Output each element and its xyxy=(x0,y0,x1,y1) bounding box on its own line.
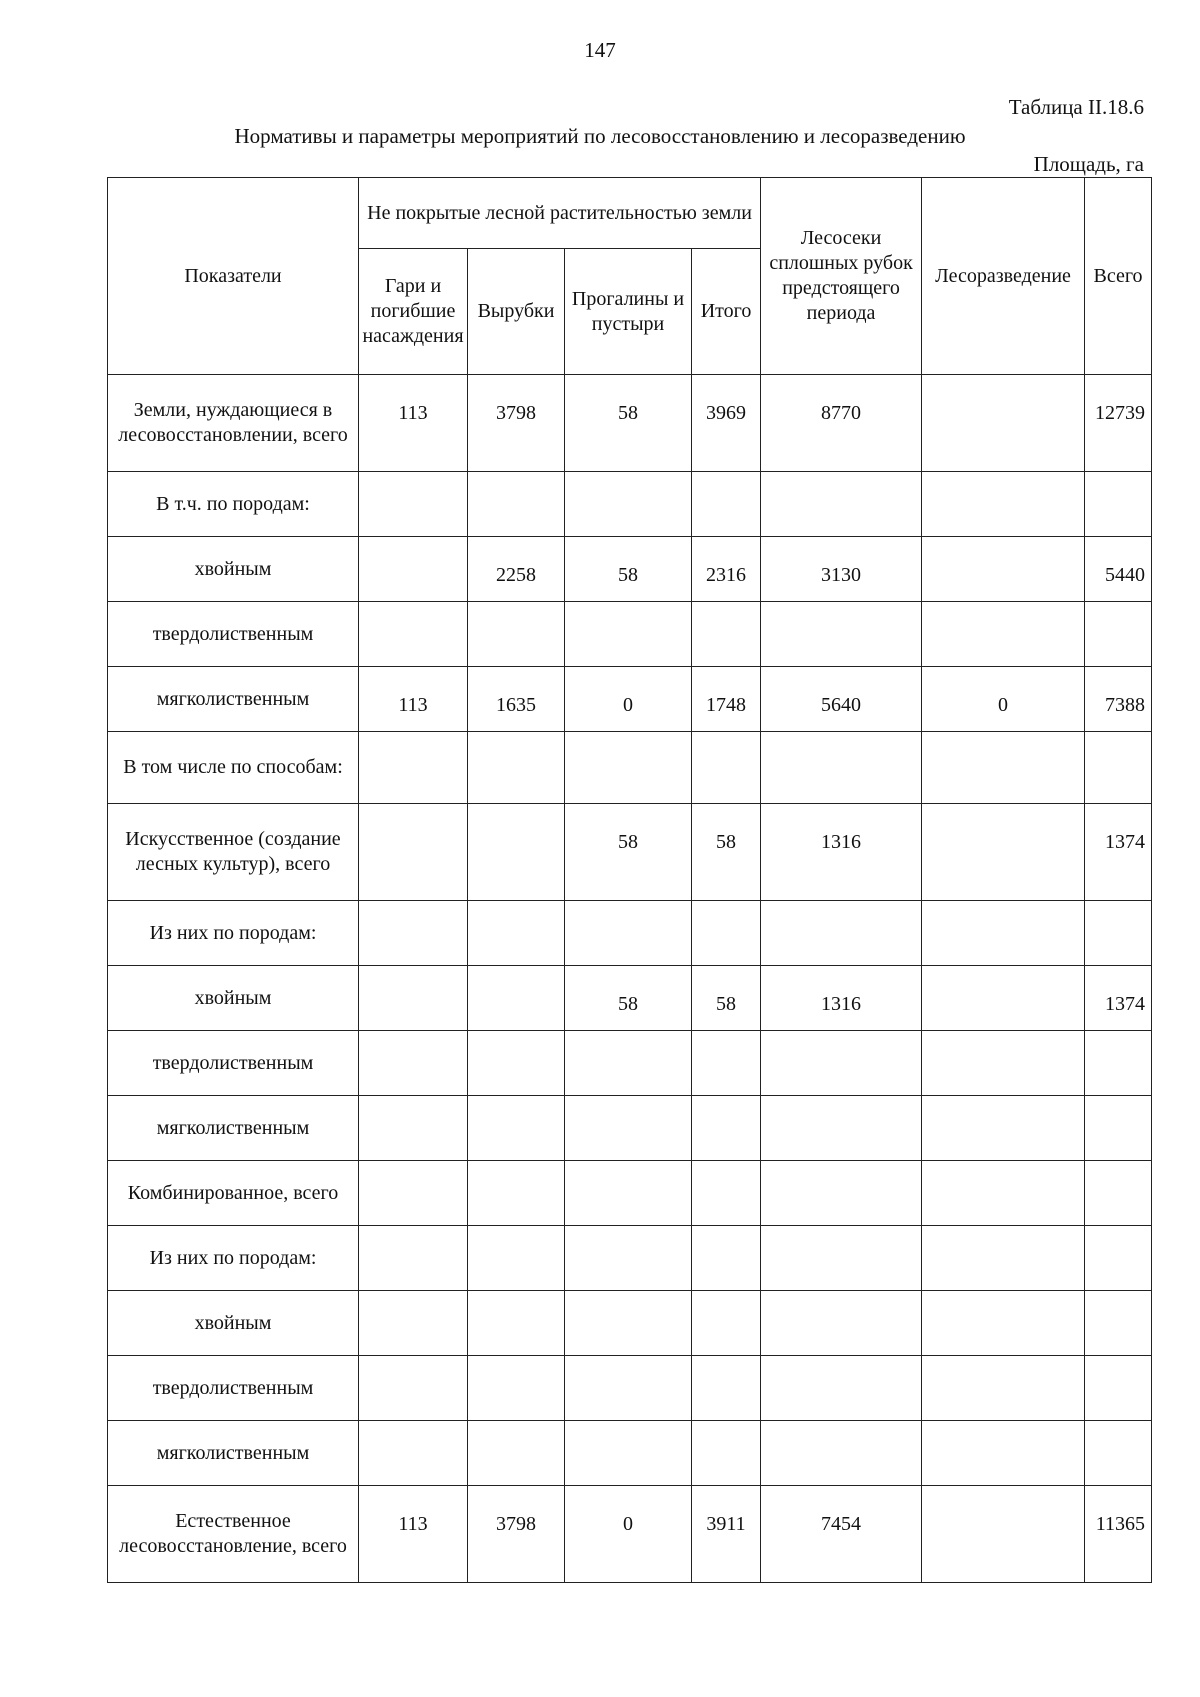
cell-glades: 0 xyxy=(565,667,692,732)
cell-glades xyxy=(565,1096,692,1161)
cell-glades: 58 xyxy=(565,804,692,901)
cell-burnt xyxy=(359,472,468,537)
header-subtotal: Итого xyxy=(692,249,761,375)
cell-felling xyxy=(468,901,565,966)
cell-felling xyxy=(468,1421,565,1486)
cell-clearcut: 1316 xyxy=(761,966,922,1031)
cell-total xyxy=(1085,1226,1152,1291)
cell-clearcut xyxy=(761,1161,922,1226)
table-row xyxy=(108,1291,1152,1356)
header-clearcut: Лесосеки сплошных рубок предстоящего периода xyxy=(761,178,922,375)
cell-clearcut: 7454 xyxy=(761,1486,922,1583)
cell-glades xyxy=(565,602,692,667)
row-label: В т.ч. по породам: xyxy=(108,472,359,537)
cell-afforestation xyxy=(922,1486,1085,1583)
cell-clearcut xyxy=(761,602,922,667)
cell-clearcut xyxy=(761,732,922,804)
cell-burnt: 113 xyxy=(359,667,468,732)
row-label: твердолиственным xyxy=(108,602,359,667)
cell-glades: 58 xyxy=(565,966,692,1031)
cell-afforestation xyxy=(922,1161,1085,1226)
cell-afforestation: 0 xyxy=(922,667,1085,732)
cell-burnt xyxy=(359,966,468,1031)
table-row xyxy=(108,1031,1152,1096)
unit-label: Площадь, га xyxy=(1033,152,1144,176)
cell-glades xyxy=(565,472,692,537)
row-label: хвойным xyxy=(108,1291,359,1356)
cell-burnt xyxy=(359,1356,468,1421)
table-row xyxy=(108,602,1152,667)
cell-subtotal: 2316 xyxy=(692,537,761,602)
table-row xyxy=(108,1421,1152,1486)
cell-felling xyxy=(468,472,565,537)
cell-total xyxy=(1085,1421,1152,1486)
cell-total xyxy=(1085,1096,1152,1161)
cell-subtotal: 1748 xyxy=(692,667,761,732)
cell-burnt: 113 xyxy=(359,1486,468,1583)
table-row xyxy=(108,966,1152,1031)
table-row xyxy=(108,667,1152,732)
cell-burnt xyxy=(359,537,468,602)
cell-subtotal xyxy=(692,1031,761,1096)
cell-glades xyxy=(565,732,692,804)
cell-afforestation xyxy=(922,732,1085,804)
cell-total xyxy=(1085,1161,1152,1226)
cell-felling: 3798 xyxy=(468,375,565,472)
cell-subtotal xyxy=(692,1161,761,1226)
cell-felling xyxy=(468,966,565,1031)
cell-afforestation xyxy=(922,1421,1085,1486)
cell-clearcut xyxy=(761,472,922,537)
cell-total xyxy=(1085,1356,1152,1421)
cell-clearcut xyxy=(761,1096,922,1161)
header-felling: Вырубки xyxy=(468,249,565,375)
row-label: мягколиственным xyxy=(108,1096,359,1161)
cell-total: 12739 xyxy=(1085,375,1152,472)
table-row xyxy=(108,901,1152,966)
row-label: Искусственное (создание лесных культур), всего xyxy=(108,804,359,901)
cell-felling xyxy=(468,804,565,901)
row-label: В том числе по способам: xyxy=(108,732,359,804)
cell-clearcut xyxy=(761,1356,922,1421)
row-label: мягколиственным xyxy=(108,667,359,732)
cell-afforestation xyxy=(922,375,1085,472)
row-label: Комбинированное, всего xyxy=(108,1161,359,1226)
cell-felling xyxy=(468,1356,565,1421)
table-row xyxy=(108,1161,1152,1226)
cell-afforestation xyxy=(922,1226,1085,1291)
cell-total: 5440 xyxy=(1085,537,1152,602)
cell-afforestation xyxy=(922,1096,1085,1161)
row-label: Из них по породам: xyxy=(108,901,359,966)
cell-subtotal xyxy=(692,1291,761,1356)
cell-clearcut xyxy=(761,1031,922,1096)
cell-burnt xyxy=(359,1161,468,1226)
cell-burnt xyxy=(359,1421,468,1486)
cell-subtotal xyxy=(692,1226,761,1291)
cell-felling xyxy=(468,732,565,804)
cell-burnt xyxy=(359,1096,468,1161)
cell-afforestation xyxy=(922,602,1085,667)
header-uncovered-lands: Не покрытые лесной растительностью земли xyxy=(359,178,761,249)
cell-burnt xyxy=(359,1291,468,1356)
cell-burnt xyxy=(359,1226,468,1291)
cell-glades xyxy=(565,901,692,966)
table-id: Таблица II.18.6 xyxy=(1008,95,1144,119)
cell-subtotal xyxy=(692,472,761,537)
cell-afforestation xyxy=(922,1356,1085,1421)
cell-glades xyxy=(565,1161,692,1226)
header-total: Всего xyxy=(1085,178,1152,375)
table-row xyxy=(108,732,1152,804)
cell-clearcut: 8770 xyxy=(761,375,922,472)
cell-total xyxy=(1085,901,1152,966)
table-row xyxy=(108,1356,1152,1421)
cell-afforestation xyxy=(922,537,1085,602)
cell-felling xyxy=(468,602,565,667)
cell-clearcut xyxy=(761,1291,922,1356)
cell-subtotal xyxy=(692,1096,761,1161)
cell-total: 1374 xyxy=(1085,804,1152,901)
cell-glades: 0 xyxy=(565,1486,692,1583)
cell-subtotal xyxy=(692,732,761,804)
cell-afforestation xyxy=(922,966,1085,1031)
cell-subtotal xyxy=(692,602,761,667)
row-label: Из них по породам: xyxy=(108,1226,359,1291)
cell-burnt xyxy=(359,804,468,901)
cell-subtotal: 58 xyxy=(692,966,761,1031)
cell-glades: 58 xyxy=(565,537,692,602)
row-label: хвойным xyxy=(108,966,359,1031)
cell-felling xyxy=(468,1161,565,1226)
cell-clearcut xyxy=(761,1421,922,1486)
cell-subtotal: 3969 xyxy=(692,375,761,472)
cell-clearcut: 1316 xyxy=(761,804,922,901)
cell-afforestation xyxy=(922,804,1085,901)
cell-burnt xyxy=(359,1031,468,1096)
row-label: твердолиственным xyxy=(108,1356,359,1421)
cell-afforestation xyxy=(922,901,1085,966)
cell-glades xyxy=(565,1031,692,1096)
table-row xyxy=(108,537,1152,602)
row-label: Естественное лесовосстановление, всего xyxy=(108,1486,359,1583)
cell-burnt: 113 xyxy=(359,375,468,472)
cell-total xyxy=(1085,1031,1152,1096)
table-row xyxy=(108,472,1152,537)
cell-clearcut: 5640 xyxy=(761,667,922,732)
cell-subtotal: 3911 xyxy=(692,1486,761,1583)
cell-total xyxy=(1085,1291,1152,1356)
cell-felling: 2258 xyxy=(468,537,565,602)
cell-clearcut xyxy=(761,901,922,966)
cell-total xyxy=(1085,732,1152,804)
cell-clearcut: 3130 xyxy=(761,537,922,602)
table-row xyxy=(108,375,1152,472)
row-label: мягколиственным xyxy=(108,1421,359,1486)
cell-glades xyxy=(565,1356,692,1421)
cell-burnt xyxy=(359,732,468,804)
table-row xyxy=(108,1096,1152,1161)
cell-total: 7388 xyxy=(1085,667,1152,732)
header-indicator: Показатели xyxy=(108,178,359,375)
cell-felling xyxy=(468,1031,565,1096)
cell-felling xyxy=(468,1226,565,1291)
cell-total xyxy=(1085,472,1152,537)
cell-subtotal xyxy=(692,901,761,966)
cell-total: 11365 xyxy=(1085,1486,1152,1583)
table-row xyxy=(108,1226,1152,1291)
cell-felling: 3798 xyxy=(468,1486,565,1583)
table-row xyxy=(108,804,1152,901)
cell-felling xyxy=(468,1291,565,1356)
cell-burnt xyxy=(359,901,468,966)
cell-glades: 58 xyxy=(565,375,692,472)
cell-subtotal xyxy=(692,1421,761,1486)
header-glades: Прогалины и пустыри xyxy=(565,249,692,375)
row-label: хвойным xyxy=(108,537,359,602)
table-title: Нормативы и параметры мероприятий по лесовосстановлению и лесоразведению xyxy=(234,124,966,148)
cell-glades xyxy=(565,1421,692,1486)
cell-total xyxy=(1085,602,1152,667)
page-number: 147 xyxy=(584,38,616,62)
cell-afforestation xyxy=(922,1031,1085,1096)
header-afforestation: Лесоразведение xyxy=(922,178,1085,375)
cell-glades xyxy=(565,1226,692,1291)
table-row xyxy=(108,1486,1152,1583)
cell-felling xyxy=(468,1096,565,1161)
data-table xyxy=(107,177,1152,1583)
cell-afforestation xyxy=(922,472,1085,537)
header-burnt: Гари и погибшие насаждения xyxy=(359,249,468,375)
table-body xyxy=(108,375,1152,1583)
cell-subtotal xyxy=(692,1356,761,1421)
cell-afforestation xyxy=(922,1291,1085,1356)
cell-subtotal: 58 xyxy=(692,804,761,901)
cell-burnt xyxy=(359,602,468,667)
cell-felling: 1635 xyxy=(468,667,565,732)
row-label: Земли, нуждающиеся в лесовосстановлении, всего xyxy=(108,375,359,472)
cell-total: 1374 xyxy=(1085,966,1152,1031)
row-label: твердолиственным xyxy=(108,1031,359,1096)
cell-glades xyxy=(565,1291,692,1356)
cell-clearcut xyxy=(761,1226,922,1291)
